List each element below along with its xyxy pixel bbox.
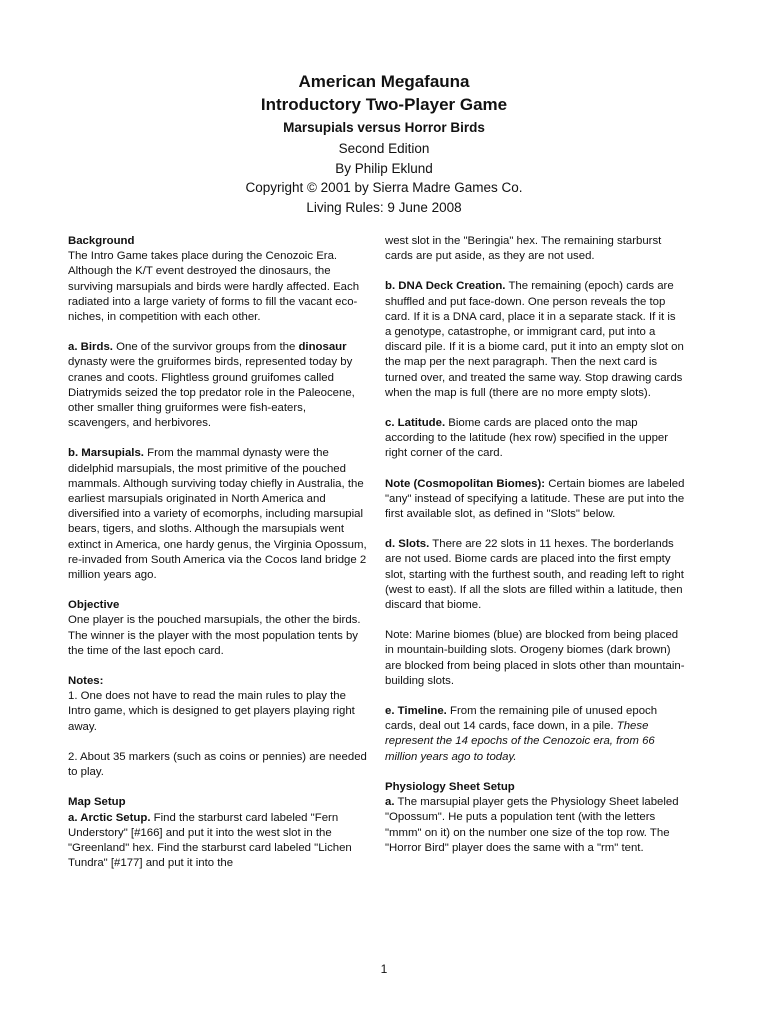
background-text: The Intro Game takes place during the Cenozoic Era. Although the K/T event destroyed the dinosaurs, the surviving marsupials and birds were hardly affected. Each radiated into a large variety of forms to fill the vacant eco-niches, in competition with each other. — [68, 250, 360, 324]
slots-paragraph — [385, 537, 685, 613]
arctic-text: Find the starburst card labeled "Fern Understory" [#166] and put it into the west slot in the "Greenland" hex. Find the starburst card labeled "Lichen Tundra" [#177] and put it into the — [68, 811, 352, 870]
physiology-section — [385, 780, 685, 856]
birds-text-cont: dynasty were the gruiformes birds, represented today by cranes and coots. Flightless ground gruifomes called Diatrymids seized the top predator role in the Paleocene, other smaller thing gruiformes were fish-eaters, scavengers, and herbivores. — [68, 356, 355, 430]
arctic-continued: west slot in the "Beringia" hex. The remaining starburst cards are put aside, as they are not used. — [385, 235, 662, 263]
notes-heading: Notes: — [68, 675, 104, 688]
notes-section — [68, 674, 368, 735]
birds-text: One of the survivor groups from the — [112, 341, 299, 354]
marsupials-lead: b. Marsupials. — [68, 447, 144, 460]
timeline-italic: These represent the 14 epochs of the Cenozoic era, from 66 million years ago to today. — [385, 720, 655, 763]
copyright-line: Copyright © 2001 by Sierra Madre Games Co. — [245, 180, 523, 195]
dinosaur-term: dinosaur — [298, 341, 347, 354]
cosmopolitan-paragraph — [385, 477, 685, 523]
slots-text: There are 22 slots in 11 hexes. The borderlands are not used. Biome cards are placed into the first empty slot, starting with the furthest south, and reading left to right (west to east). If all the slots are filled within a latitude, then discard that biome. — [385, 538, 684, 612]
document-title: American Megafauna — [298, 72, 470, 91]
dna-text: The remaining (epoch) cards are shuffled and put face-down. One person reveals the top card. If it is a DNA card, place it in a separate stack. If it is a genotype, catastrophe, or immigrant card, put into a discard pile. If it is a biome card, put it into an empty slot on the map per the next paragraph. Then the next card is turned over, and treated the same way. Stop drawing cards when the map is full (there are no more empty slots). — [385, 280, 684, 399]
document-subtitle: Introductory Two-Player Game — [260, 95, 508, 114]
physiology-heading: Physiology Sheet Setup — [385, 780, 515, 793]
page-number: 1 — [380, 962, 388, 976]
arctic-lead: a. Arctic Setup. — [68, 811, 151, 824]
timeline-lead: e. Timeline. — [385, 705, 447, 718]
slots-lead: d. Slots. — [385, 538, 430, 551]
cosmopolitan-text: Certain biomes are labeled "any" instead of specifying a latitude. These are put into the first available slot, as defined in "Slots" below. — [385, 477, 685, 521]
living-rules-line: Living Rules: 9 June 2008 — [306, 199, 462, 215]
latitude-text: Biome cards are placed onto the map according to the latitude (hex row) specified in the upper right corner of the card. — [385, 417, 669, 460]
document-header — [0, 70, 768, 217]
physiology-text: The marsupial player gets the Physiology Sheet labeled "Opossum". He puts a population tent (with the letters "mmm" on it) on the number one size of the top row. The "Horror Bird" player does the same with a "rm" tent. — [385, 796, 679, 854]
objective-heading: Objective — [68, 599, 120, 612]
cosmopolitan-lead: Note (Cosmopolitan Biomes): — [385, 477, 546, 490]
latitude-paragraph — [385, 416, 685, 462]
physiology-paragraph — [385, 795, 685, 856]
physiology-lead: a. — [385, 796, 395, 809]
objective-section — [68, 598, 368, 659]
objective-text: One player is the pouched marsupials, the other the birds. The winner is the player with the most population tents by the time of the last epoch card. — [68, 614, 361, 657]
marsupials-text: From the mammal dynasty were the didelphid marsupials, the most primitive of the pouched mammals. Although surviving today chiefly in Australia, the earliest marsupials originated in North America and diversified into a variety of ecomorphs, including marsupial bears, tigers, and sloths. Although the marsupials went extinct in America, one hardy genus, the Virginia Opossum, re-invaded from South America via the Cocos land bridge 2 million years ago. — [68, 447, 367, 582]
dna-lead: b. DNA Deck Creation. — [385, 280, 506, 293]
birds-lead: a. Birds. — [68, 341, 113, 354]
note-2: 2. About 35 markers (such as coins or pennies) are needed to play. — [68, 750, 367, 779]
dna-paragraph — [385, 279, 685, 401]
map-setup-section — [68, 795, 368, 871]
birds-paragraph — [68, 340, 368, 431]
marine-note: Note: Marine biomes (blue) are blocked from being placed in mountain-building slots. Orogeny biomes (dark brown) are blocked from being placed in slots other than mountain-building slots. — [385, 629, 685, 687]
author-line: By Philip Eklund — [335, 160, 433, 176]
timeline-text: From the remaining pile of unused epoch cards, deal out 14 cards, face down, in a pile. — [385, 705, 658, 733]
timeline-paragraph — [385, 704, 685, 765]
arctic-setup-paragraph — [68, 811, 368, 872]
map-setup-heading: Map Setup — [68, 796, 126, 809]
background-section — [68, 234, 368, 325]
latitude-lead: c. Latitude. — [385, 417, 446, 430]
background-heading: Background — [68, 235, 135, 247]
document-tagline: Marsupials versus Horror Birds — [283, 120, 485, 135]
marsupials-paragraph — [68, 446, 368, 583]
right-column — [385, 234, 685, 871]
left-column — [68, 234, 368, 886]
note-1: 1. One does not have to read the main rules to play the Intro game, which is designed to get players playing right away. — [68, 690, 355, 733]
edition-line: Second Edition — [338, 141, 430, 156]
